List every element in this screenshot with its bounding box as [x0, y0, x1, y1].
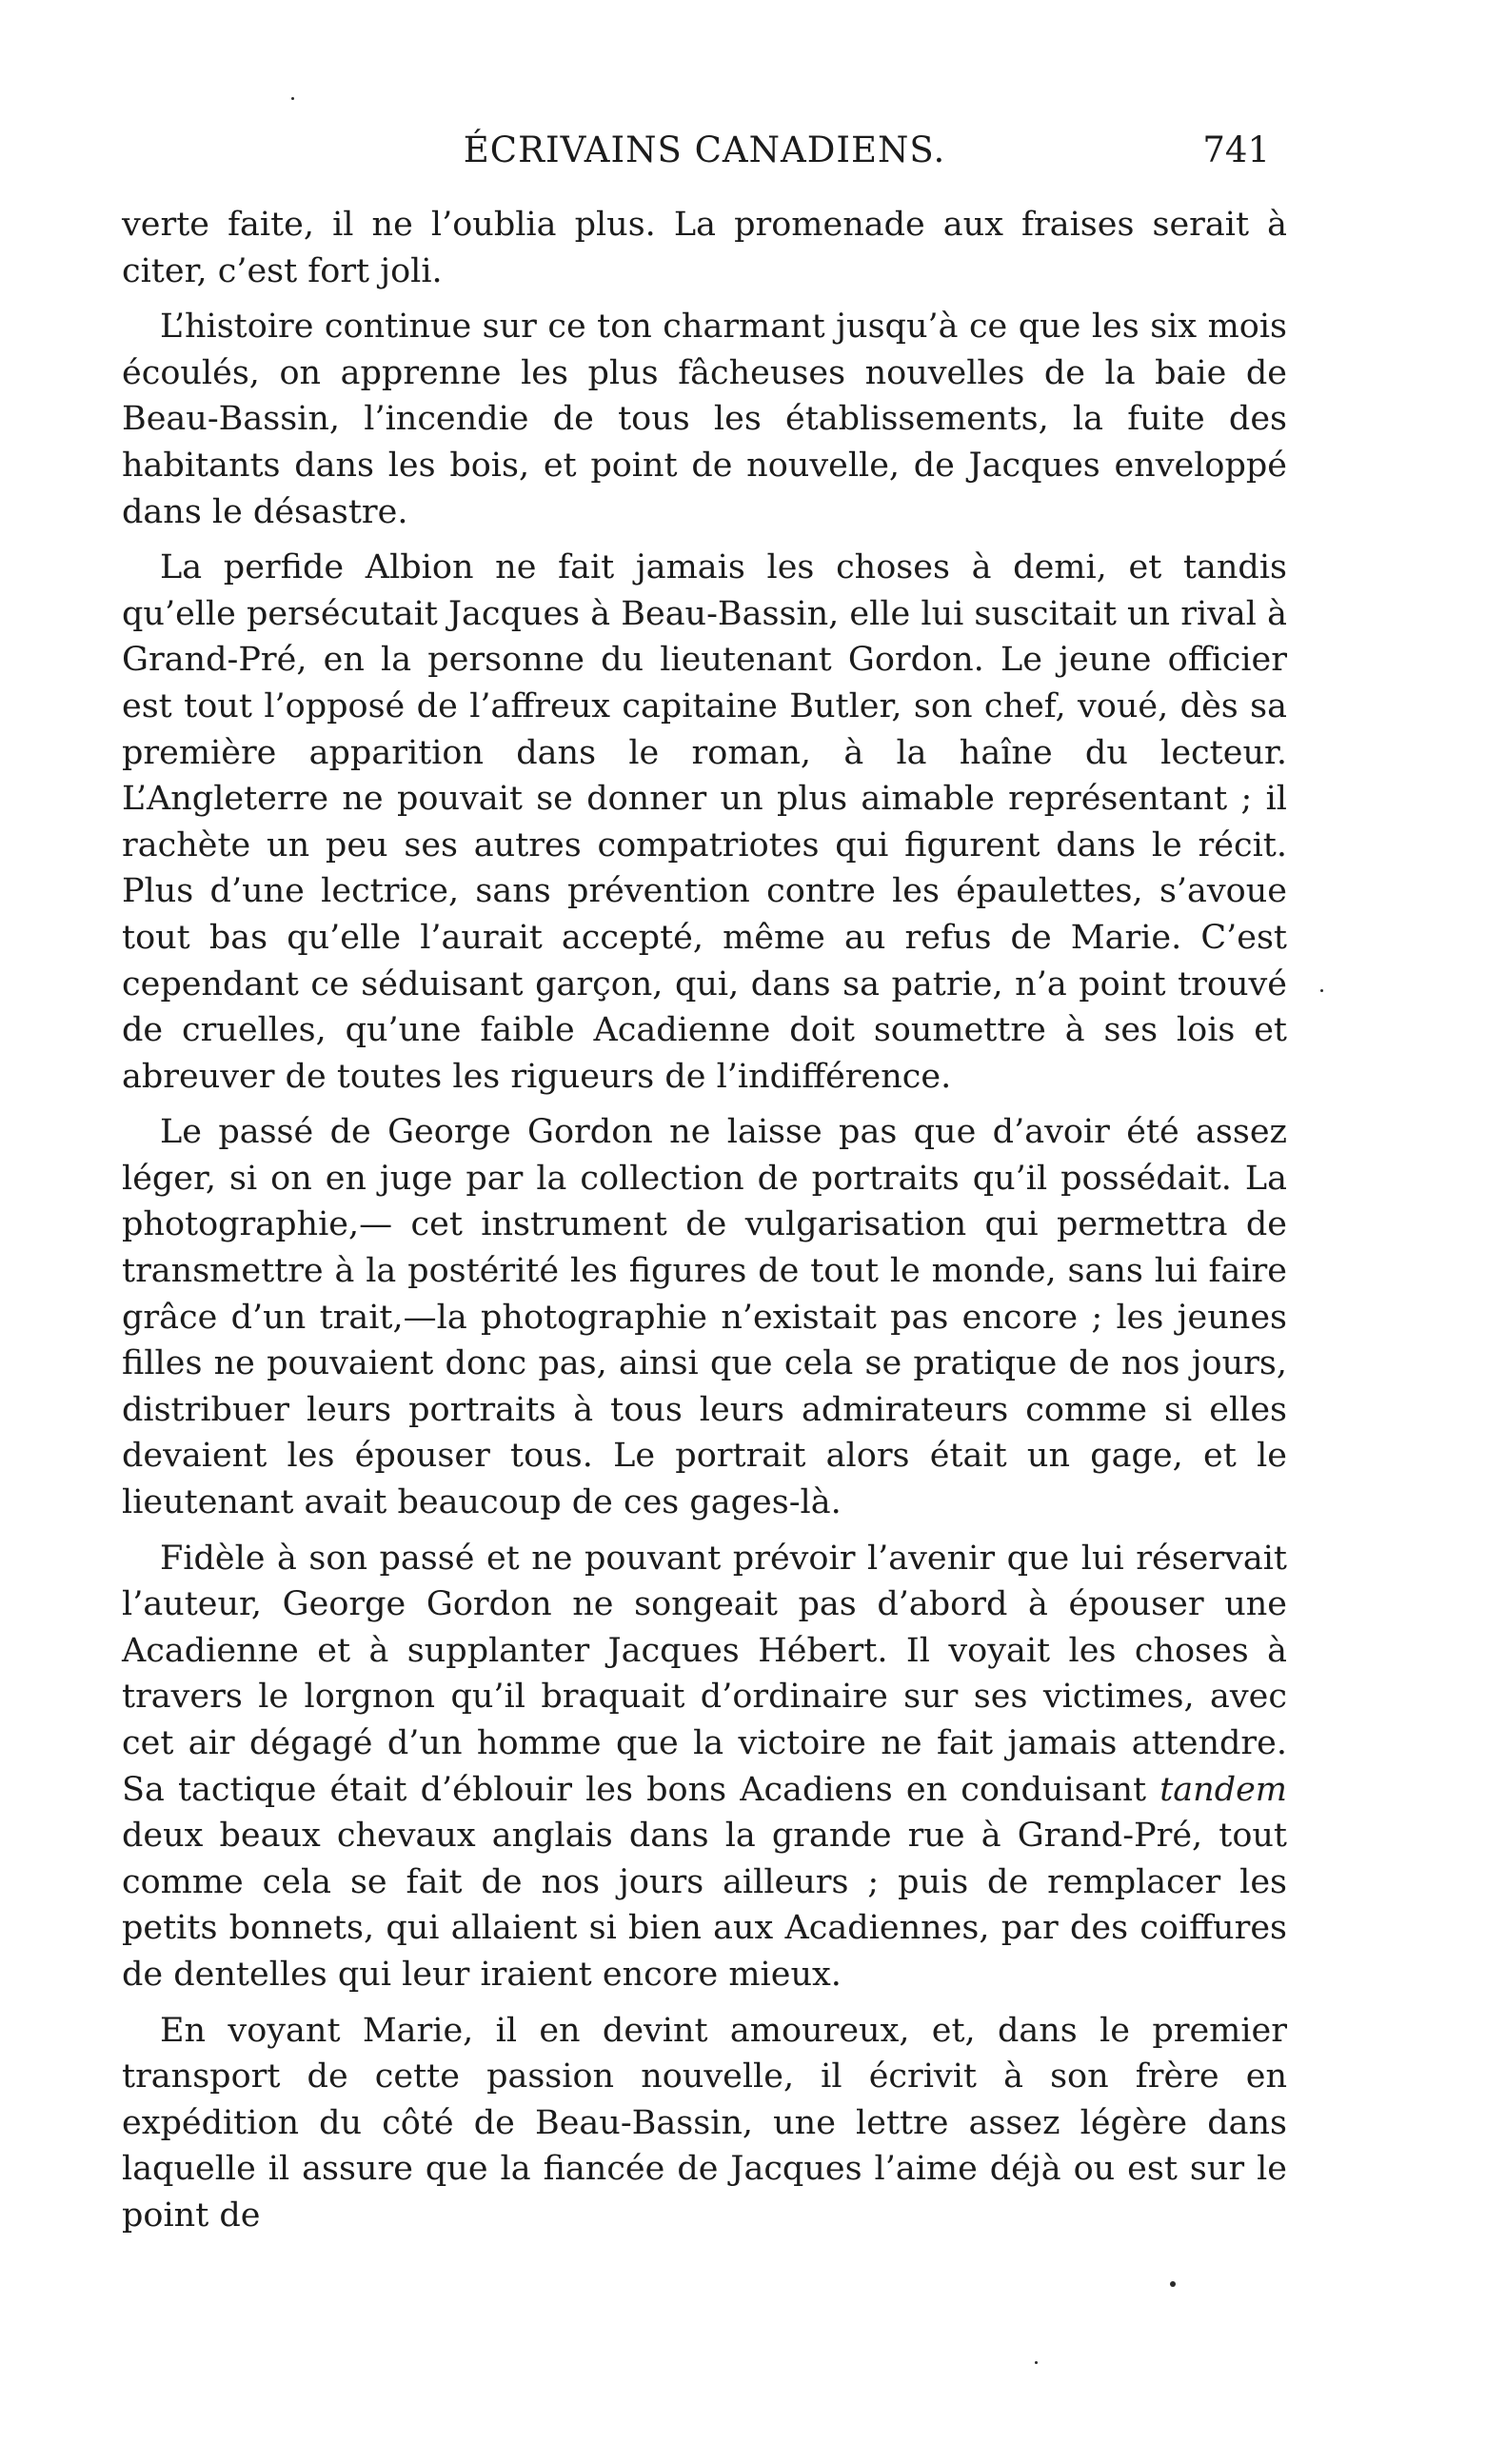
- paragraph: L’histoire continue sur ce ton charmant jusqu’à ce que les six mois écoulés, on apprenne les plus fâcheuses nouvelles de la baie de Beau-Bassin, l’incendie de tous les établissements, la fuite des habitants dans les bois, et point de nouvelle, de Jacques enveloppé dans le désastre.: [122, 308, 1287, 531]
- paragraph: La perfide Albion ne fait jamais les choses à demi, et tandis qu’elle persécutait Jacques à Beau-Bassin, elle lui suscitait un rival à Grand-Pré, en la personne du lieutenant Gordon. Le jeune officier est tout l’opposé de l’affreux capitaine Butler, son chef, voué, dès sa première apparition dans le roman, à la haîne du lecteur. L’Angleterre ne pouvait se donner un plus aimable représentant ; il rachète un peu ses autres compatriotes qui figurent dans le récit. Plus d’une lectrice, sans prévention contre les épaulettes, s’avoue tout bas qu’elle l’aurait accepté, même au refus de Marie. C’est cependant ce séduisant garçon, qui, dans sa patrie, n’a point trouvé de cruelles, qu’une faible Acadienne doit soumettre à ses lois et abreuver de toutes les rigueurs de l’indifférence.: [122, 548, 1287, 1096]
- paper-speck: [291, 97, 294, 100]
- running-title: ÉCRIVAINS CANADIENS.: [463, 129, 946, 170]
- paragraph-text: Fidèle à son passé et ne pouvant prévoir l’avenir que lui réservait l’auteur, George Gordon ne songeait pas d’abord à épouser une Acadienne et à supplanter Jacques Hébert. Il voyait les choses à travers le lorgnon qu’il braquait d’ordinaire sur ses victimes, avec cet air dégagé d’un homme que la victoire ne fait jamais attendre. Sa tactique était d’éblouir les bons Acadiens en conduisant: [122, 1539, 1287, 1809]
- paragraph-text: deux beaux chevaux anglais dans la grande rue à Grand-Pré, tout comme cela se fait de nos jours ailleurs ; puis de remplacer les petits bonnets, qui allaient si bien aux Acadiennes, par des coiffures de dentelles qui leur iraient encore mieux.: [122, 1817, 1287, 1994]
- paragraph: [122, 1536, 1287, 1998]
- paragraph: En voyant Marie, il en devint amoureux, et, dans le premier transport de cette passion nouvelle, il écrivit à son frère en expédition du côté de Beau-Bassin, une lettre assez légère dans laquelle il assure que la fiancée de Jacques l’aime déjà ou est sur le point de: [122, 2011, 1287, 2235]
- page-number: 741: [1202, 129, 1270, 170]
- paragraph-continued: verte faite, il ne l’oublia plus. La promenade aux fraises serait à citer, c’est fort joli.: [122, 206, 1287, 290]
- paper-speck: [1320, 989, 1323, 992]
- running-head: [122, 122, 1287, 179]
- paper-speck: [1170, 2281, 1176, 2287]
- italic-word: tandem: [1159, 1770, 1287, 1809]
- paragraph: Le passé de George Gordon ne laisse pas que d’avoir été assez léger, si on en juge par la collection de portraits qu’il possédait. La photographie,— cet instrument de vulgarisation qui permettra de transmettre à la postérité les figures de tout le monde, sans lui faire grâce d’un trait,—la photographie n’existait pas encore ; les jeunes filles ne pouvaient donc pas, ainsi que cela se pratique de nos jours, distribuer leurs portraits à tous leurs admirateurs comme si elles devaient les épouser tous. Le portrait alors était un gage, et le lieutenant avait beaucoup de ces gages-là.: [122, 1113, 1287, 1522]
- body-text: [122, 202, 1287, 2239]
- paper-speck: [1035, 2361, 1038, 2364]
